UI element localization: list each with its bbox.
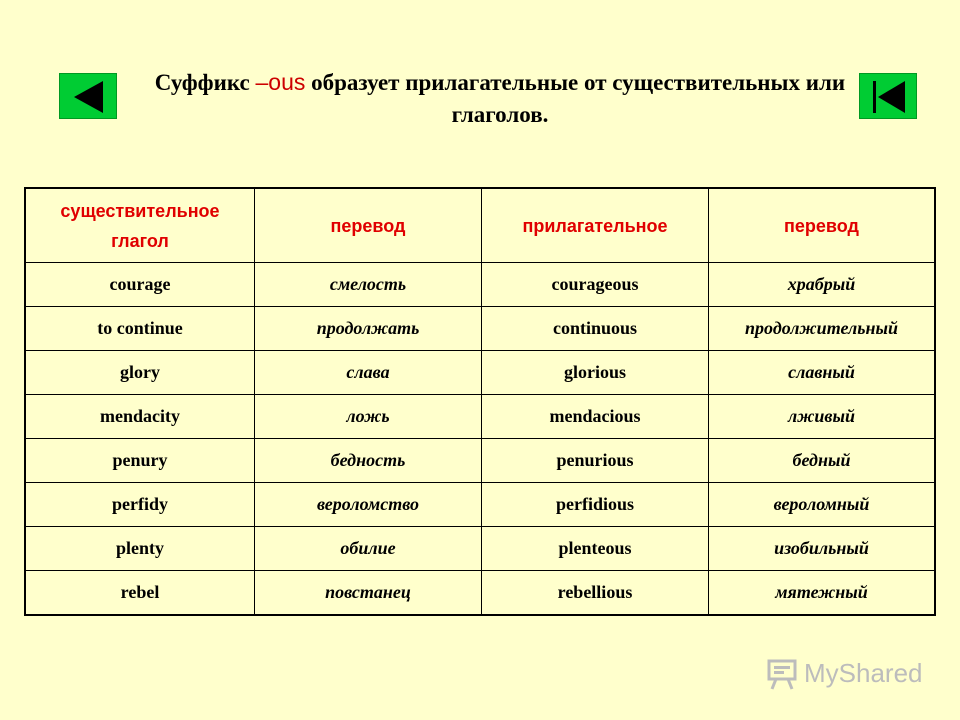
cell-word-translation: смелость xyxy=(255,263,482,307)
last-slide-button[interactable] xyxy=(859,73,917,119)
triangle-left-bar-icon xyxy=(860,74,918,120)
watermark-text: MyShared xyxy=(804,658,923,688)
presentation-board-icon xyxy=(766,658,800,690)
cell-adjective: rebellious xyxy=(482,571,709,616)
table-row xyxy=(25,571,935,616)
cell-adjective-translation: изобильный xyxy=(709,527,936,571)
cell-word: perfidy xyxy=(25,483,255,527)
cell-word: rebel xyxy=(25,571,255,616)
header-translation-2: перевод xyxy=(709,188,936,263)
watermark-logo xyxy=(766,656,926,692)
cell-adjective-translation: славный xyxy=(709,351,936,395)
table-row xyxy=(25,307,935,351)
cell-adjective: perfidious xyxy=(482,483,709,527)
header-noun-verb xyxy=(25,188,255,263)
triangle-left-icon xyxy=(60,74,118,120)
cell-word-translation: повстанец xyxy=(255,571,482,616)
header-translation-1: перевод xyxy=(255,188,482,263)
page-title xyxy=(150,66,850,131)
cell-word-translation: ложь xyxy=(255,395,482,439)
cell-adjective: courageous xyxy=(482,263,709,307)
table-row xyxy=(25,483,935,527)
back-button[interactable] xyxy=(59,73,117,119)
cell-word-translation: бедность xyxy=(255,439,482,483)
cell-word: courage xyxy=(25,263,255,307)
table-row xyxy=(25,351,935,395)
title-prefix: Суффикс xyxy=(154,70,256,95)
cell-adjective-translation: мятежный xyxy=(709,571,936,616)
table-row xyxy=(25,527,935,571)
header-adjective: прилагательное xyxy=(482,188,709,263)
cell-adjective-translation: продолжительный xyxy=(709,307,936,351)
cell-adjective: mendacious xyxy=(482,395,709,439)
cell-word: plenty xyxy=(25,527,255,571)
cell-word-translation: вероломство xyxy=(255,483,482,527)
header-verb: глагол xyxy=(111,230,169,251)
cell-word: glory xyxy=(25,351,255,395)
table-row xyxy=(25,263,935,307)
cell-word-translation: обилие xyxy=(255,527,482,571)
header-noun: существительное xyxy=(60,200,220,221)
table-row xyxy=(25,395,935,439)
cell-word-translation: продолжать xyxy=(255,307,482,351)
cell-word: mendacity xyxy=(25,395,255,439)
cell-adjective-translation: лживый xyxy=(709,395,936,439)
table-row xyxy=(25,439,935,483)
table-header-row xyxy=(25,188,935,263)
vocabulary-table xyxy=(24,187,936,616)
cell-adjective-translation: бедный xyxy=(709,439,936,483)
title-suffix: –ous xyxy=(255,69,306,95)
title-rest: образует прилагательные от существительных или глаголов. xyxy=(305,70,846,127)
cell-adjective: continuous xyxy=(482,307,709,351)
cell-word-translation: слава xyxy=(255,351,482,395)
cell-adjective: glorious xyxy=(482,351,709,395)
cell-word: penury xyxy=(25,439,255,483)
cell-word: to continue xyxy=(25,307,255,351)
cell-adjective: plenteous xyxy=(482,527,709,571)
cell-adjective-translation: вероломный xyxy=(709,483,936,527)
cell-adjective: penurious xyxy=(482,439,709,483)
cell-adjective-translation: храбрый xyxy=(709,263,936,307)
